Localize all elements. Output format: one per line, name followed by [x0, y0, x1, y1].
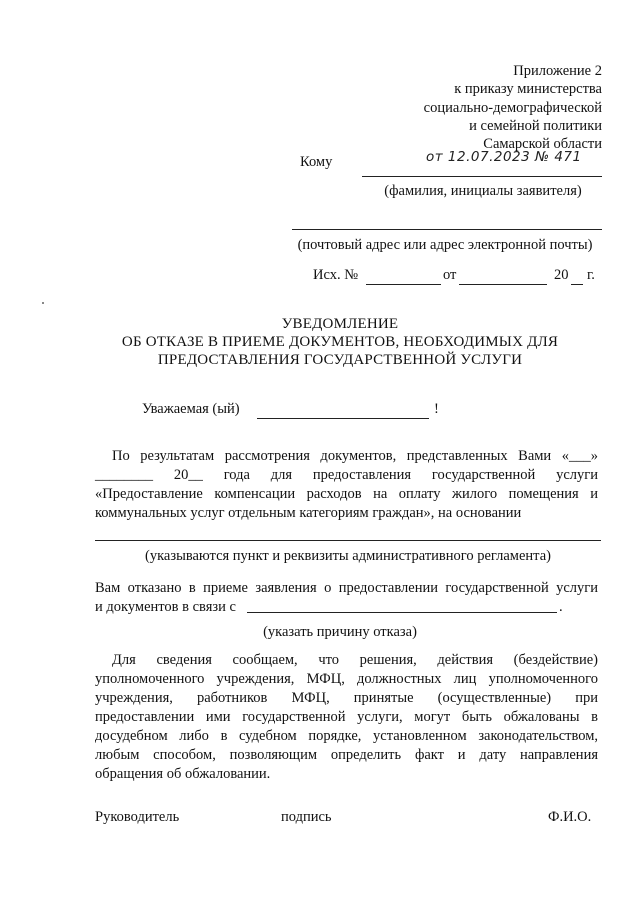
appendix-line-3: социально-демографической: [423, 99, 602, 116]
handwritten-order-date: от 12.07.2023 № 471: [426, 149, 582, 165]
to-label: Кому: [300, 154, 333, 170]
signature-sign: подпись: [281, 809, 332, 825]
signature-fio: Ф.И.О.: [548, 809, 592, 825]
outgoing-number-line: [366, 284, 441, 285]
title-line-2: ОБ ОТКАЗЕ В ПРИЕМЕ ДОКУМЕНТОВ, НЕОБХОДИМЫХ ДЛЯ: [121, 334, 559, 350]
para3-line-2: уполномоченного учреждения, МФЦ, должностных лиц уполномоченного: [95, 671, 598, 687]
para3-line-5: досудебном либо в судебном порядке, установленном законодательством,: [95, 728, 598, 744]
appendix-line-2: к приказу министерства: [454, 81, 602, 98]
para3-line-1: Для сведения сообщаем, что решения, действия (бездействие): [112, 652, 598, 668]
para1-line-4: коммунальных услуг отдельным категориям граждан», на основании: [95, 505, 522, 521]
appendix-line-1: Приложение 2: [513, 63, 602, 79]
appendix-block: [424, 62, 602, 153]
recipient-address-caption: (почтовый адрес или адрес электронной почты): [297, 237, 593, 253]
regulation-line: [95, 540, 601, 541]
para1-line-2: ________ 20__ года для предоставления государственной услуги: [95, 467, 598, 483]
outgoing-date-line: [459, 284, 547, 285]
title-line-1: УВЕДОМЛЕНИЕ: [281, 316, 399, 332]
reason-line: [247, 612, 557, 613]
para3-line-6: любым способом, позволяющим определить факт и дату направления: [95, 747, 598, 763]
para1-line-3: «Предоставление компенсации расходов на оплату жилого помещения и: [95, 486, 598, 502]
scan-speck: [42, 302, 44, 304]
para3-line-3: учреждения, работников МФЦ, принятые (осуществленные) при: [95, 690, 598, 706]
recipient-name-line: [362, 176, 602, 177]
salutation-name-line: [257, 418, 429, 419]
reason-period: .: [559, 599, 563, 615]
recipient-address-line: [292, 229, 602, 230]
outgoing-year-line: [571, 284, 583, 285]
outgoing-number-label: Исх. №: [313, 267, 359, 283]
para1-line-1: По результатам рассмотрения документов, представленных Вами «___»: [112, 448, 598, 464]
recipient-name-caption: (фамилия, инициалы заявителя): [384, 183, 582, 199]
para3-line-7: обращения об обжаловании.: [95, 766, 271, 782]
para2-line-1: Вам отказано в приеме заявления о предоставлении государственной услуги: [95, 580, 598, 596]
regulation-caption: (указываются пункт и реквизиты административного регламента): [145, 548, 551, 564]
document-title: [60, 315, 620, 369]
para2-line-2: и документов в связи с: [95, 599, 236, 615]
appendix-line-4: и семейной политики: [469, 117, 602, 134]
outgoing-year-suffix: г.: [587, 267, 595, 283]
para3-line-4: предоставлении ими государственной услуги, могут быть обжалованы в: [95, 709, 598, 725]
signature-head: Руководитель: [95, 809, 180, 825]
outgoing-year-prefix: 20: [554, 267, 569, 283]
salutation-text: Уважаемая (ый): [142, 401, 240, 417]
outgoing-date-label: от: [443, 267, 457, 283]
reason-caption: (указать причину отказа): [263, 624, 417, 640]
appendix-line-5: Самарской области: [483, 136, 602, 153]
salutation-mark: !: [434, 401, 439, 417]
title-line-3: ПРЕДОСТАВЛЕНИЯ ГОСУДАРСТВЕННОЙ УСЛУГИ: [157, 352, 523, 368]
